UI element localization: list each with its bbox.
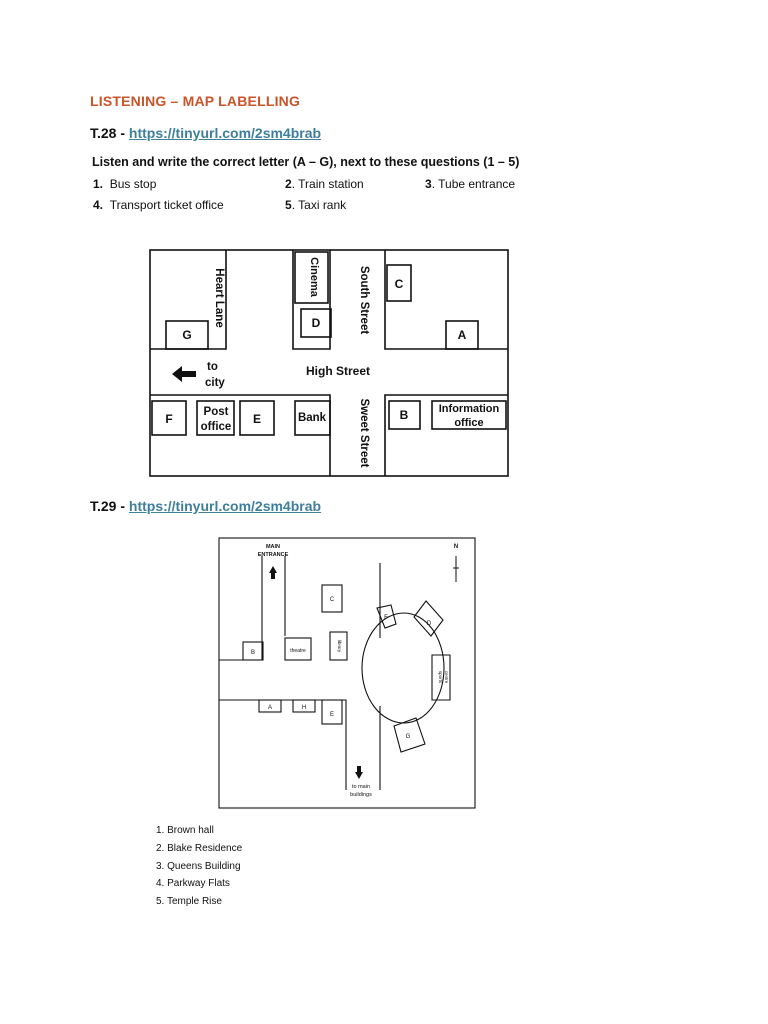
question-text: . Train station [291,177,364,191]
arrow-left-icon [172,366,196,382]
t29-letter-b: B [250,650,256,656]
label-cinema: Cinema [308,257,320,297]
t29-list-item-4: 4. Parkway Flats [156,878,230,889]
label-info-office: office [454,417,484,429]
page-heading: LISTENING – MAP LABELLING [90,93,301,109]
letter-e: E [252,412,262,426]
t29-letter-e: E [329,712,335,718]
label-high-street: High Street [305,364,371,378]
t29-letter-a: A [267,705,273,711]
t29-list-item-1: 1. Brown hall [156,825,214,836]
t29-main: MAIN [265,544,281,550]
t29-to-main: to main [351,784,371,790]
t29-sports: sports [438,670,443,684]
letter-a: A [457,328,467,342]
label-sweet-street: Sweet Street [358,398,370,468]
label-post: Post [203,406,229,418]
t29-list-item-5: 5. Temple Rise [156,896,222,907]
t29-list-item-2: 2. Blake Residence [156,843,243,854]
t29-link[interactable]: https://tinyurl.com/2sm4brab [128,498,322,514]
t28-link[interactable]: https://tinyurl.com/2sm4brab [128,125,322,141]
t29-letter-c: C [329,597,335,603]
question-text: Transport ticket office [109,198,224,212]
question-number: 2 [285,177,292,191]
t28-instruction: Listen and write the correct letter (A – G), next to these questions (1 – 5) [92,155,520,169]
t29-north: N [453,544,459,550]
t29-letter-d: D [426,621,432,627]
letter-b: B [399,408,409,422]
label-city: city [205,377,225,389]
t29-title [90,498,321,514]
t29-buildings: buildings [350,792,372,798]
label-south-street: South Street [358,265,370,335]
letter-d: D [311,316,321,330]
question-text: Bus stop [109,177,157,191]
map-outline [150,250,508,476]
t29-theatre: theatre [290,648,306,654]
t29-library: library [337,639,342,653]
t29-letter-f: F [384,615,388,621]
question-number: 5 [285,198,292,212]
label-information: Information [438,403,500,415]
question-number: 4. [93,198,104,212]
t29-centre: centre [444,670,449,684]
label-to: to [207,361,218,373]
question-text: . Tube entrance [431,177,516,191]
letter-g: G [182,328,192,342]
label-heart-lane: Heart Lane [213,268,225,328]
letter-f: F [165,412,173,426]
t29-list-item-3: 3. Queens Building [156,861,241,872]
t29-entrance: ENTRANCE [257,552,289,558]
label-bank: Bank [297,412,327,424]
t28-label: T.28 - [90,125,129,141]
label-office: office [200,421,232,433]
letter-c: C [394,277,404,291]
t29-label: T.29 - [90,498,129,514]
t29-letter-h: H [301,705,307,711]
question-number: 3 [425,177,432,191]
t29-letter-g: G [405,734,411,740]
question-number: 1. [93,177,104,191]
question-text: . Taxi rank [291,198,347,212]
